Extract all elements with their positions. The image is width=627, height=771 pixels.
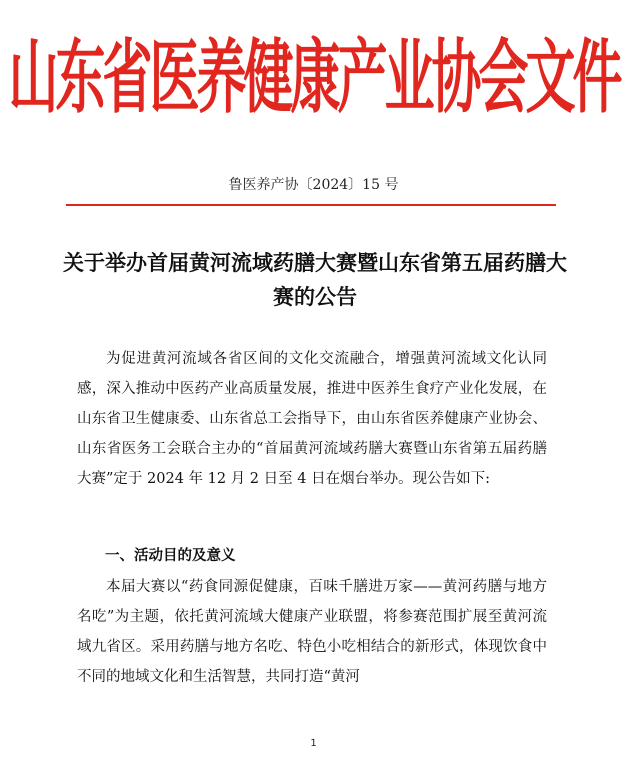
section-paragraph: 本届大赛以“药食同源促健康，百味千膳进万家——黄河药膳与地方名吃”为主题，依托黄河流域大健康产业联盟，将参赛范围扩展至黄河流域九省区。采用药膳与地方名吃、特色小吃相结合的新形式，体现饮食中不同的地域文化和生活智慧，共同打造“黄河 [77, 579, 547, 685]
letterhead [8, 28, 620, 128]
section-heading: 一、活动目的及意义 [105, 548, 236, 564]
page-number: 1 [310, 738, 317, 749]
intro-paragraph: 为促进黄河流域各省区间的文化交流融合，增强黄河流域文化认同感，深入推动中医药产业高质量发展，推进中医养生食疗产业化发展，在山东省卫生健康委、山东省总工会指导下，由山东省医养健康产业协会、山东省医务工会联合主办的“首届黄河流域药膳大赛暨山东省第五届药膳大赛”定于 2024 年 12 月 2 日至 4 日在烟台举办。现公告如下: [77, 351, 547, 487]
red-divider-line [66, 204, 556, 206]
announcement-title: 关于举办首届黄河流域药膳大赛暨山东省第五届药膳大赛的公告 [63, 250, 567, 309]
letterhead-title: 山东省医养健康产业协会文件 [8, 30, 620, 125]
document-number: 鲁医养产协〔2024〕15 号 [228, 177, 399, 193]
